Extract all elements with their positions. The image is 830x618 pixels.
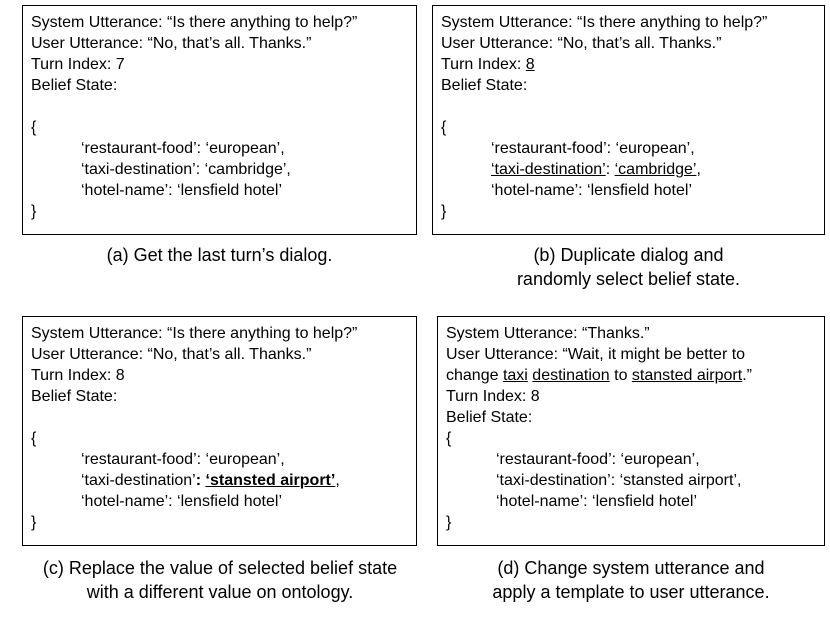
template-text: change bbox=[446, 367, 503, 384]
belief-entry: ‘restaurant-food’: ‘european’, bbox=[81, 451, 285, 468]
template-text: .” bbox=[742, 367, 752, 384]
user-utterance-line-1: User Utterance: “Wait, it might be better to bbox=[446, 346, 746, 363]
caption-b-line-2: randomly select belief state. bbox=[516, 269, 741, 289]
belief-entry: ‘hotel-name’: ‘lensfield hotel’ bbox=[81, 182, 282, 199]
belief-entry: ‘taxi-destination’: ‘cambridge’, bbox=[81, 161, 291, 178]
open-brace: { bbox=[31, 430, 37, 447]
panel-a bbox=[22, 5, 417, 235]
turn-index-value: 7 bbox=[115, 56, 125, 73]
belief-state-label: Belief State: bbox=[31, 77, 118, 94]
turn-index bbox=[31, 54, 408, 75]
system-utterance: System Utterance: “Thanks.” bbox=[446, 325, 650, 342]
caption-c bbox=[0, 556, 440, 604]
belief-entry: ‘taxi-destination’: ‘stansted airport’, bbox=[496, 472, 742, 489]
user-utterance-line-2 bbox=[446, 365, 816, 386]
turn-index-label: Turn Index: bbox=[31, 56, 116, 73]
caption-b-line-1: (b) Duplicate dialog and bbox=[533, 245, 724, 265]
turn-index bbox=[441, 54, 816, 75]
caption-c-line-1: (c) Replace the value of selected belief state bbox=[42, 558, 398, 578]
caption-d-line-1: (d) Change system utterance and bbox=[497, 558, 765, 578]
close-brace: } bbox=[31, 203, 37, 220]
turn-index-value: 8 bbox=[115, 367, 125, 384]
caption-c-line-2: with a different value on ontology. bbox=[86, 582, 354, 602]
selected-slot-value: ‘cambridge’ bbox=[614, 161, 697, 178]
user-utterance: User Utterance: “No, that’s all. Thanks.” bbox=[441, 35, 722, 52]
belief-entry: ‘hotel-name’: ‘lensfield hotel’ bbox=[496, 493, 697, 510]
slot-separator: : bbox=[195, 472, 206, 489]
user-utterance: User Utterance: “No, that’s all. Thanks.” bbox=[31, 35, 312, 52]
template-slot-word: destination bbox=[532, 367, 610, 384]
caption-d bbox=[437, 556, 825, 604]
system-utterance: System Utterance: “Is there anything to help?” bbox=[441, 14, 768, 31]
belief-entry: ‘hotel-name’: ‘lensfield hotel’ bbox=[491, 182, 692, 199]
template-text: to bbox=[609, 367, 632, 384]
turn-index-value: 8 bbox=[530, 388, 540, 405]
selected-slot-key: ‘taxi-destination’ bbox=[491, 161, 606, 178]
panel-d bbox=[437, 316, 825, 546]
turn-index bbox=[446, 386, 816, 407]
system-utterance: System Utterance: “Is there anything to help?” bbox=[31, 325, 358, 342]
replaced-slot-value: ‘stansted airport’ bbox=[205, 472, 336, 489]
open-brace: { bbox=[441, 119, 447, 136]
slot-comma: , bbox=[335, 472, 340, 489]
open-brace: { bbox=[446, 430, 452, 447]
caption-b bbox=[432, 243, 825, 291]
open-brace: { bbox=[31, 119, 37, 136]
slot-comma: , bbox=[696, 161, 701, 178]
user-utterance: User Utterance: “No, that’s all. Thanks.” bbox=[31, 346, 312, 363]
belief-entry: ‘restaurant-food’: ‘european’, bbox=[496, 451, 700, 468]
close-brace: } bbox=[31, 514, 37, 531]
turn-index-label: Turn Index: bbox=[31, 367, 116, 384]
system-utterance: System Utterance: “Is there anything to help?” bbox=[31, 14, 358, 31]
belief-entry-replaced bbox=[31, 470, 408, 491]
panel-c bbox=[22, 316, 417, 546]
close-brace: } bbox=[441, 203, 447, 220]
belief-entry: ‘restaurant-food’: ‘european’, bbox=[491, 140, 695, 157]
slot-separator: : bbox=[605, 161, 615, 178]
belief-entry: ‘restaurant-food’: ‘european’, bbox=[81, 140, 285, 157]
turn-index-value: 8 bbox=[525, 56, 535, 73]
panel-b bbox=[432, 5, 825, 235]
caption-a-line: (a) Get the last turn’s dialog. bbox=[106, 245, 333, 265]
turn-index-label: Turn Index: bbox=[441, 56, 526, 73]
belief-state-label: Belief State: bbox=[31, 388, 118, 405]
template-slot-value: stansted airport bbox=[631, 367, 743, 384]
belief-state-label: Belief State: bbox=[446, 409, 533, 426]
belief-entry: ‘hotel-name’: ‘lensfield hotel’ bbox=[81, 493, 282, 510]
close-brace: } bbox=[446, 514, 452, 531]
belief-entry-selected bbox=[441, 159, 816, 180]
belief-state-label: Belief State: bbox=[441, 77, 528, 94]
turn-index-label: Turn Index: bbox=[446, 388, 531, 405]
template-slot-word: taxi bbox=[502, 367, 528, 384]
caption-d-line-2: apply a template to user utterance. bbox=[492, 582, 770, 602]
caption-a bbox=[22, 243, 417, 267]
turn-index bbox=[31, 365, 408, 386]
slot-key: ‘taxi-destination’ bbox=[81, 472, 196, 489]
